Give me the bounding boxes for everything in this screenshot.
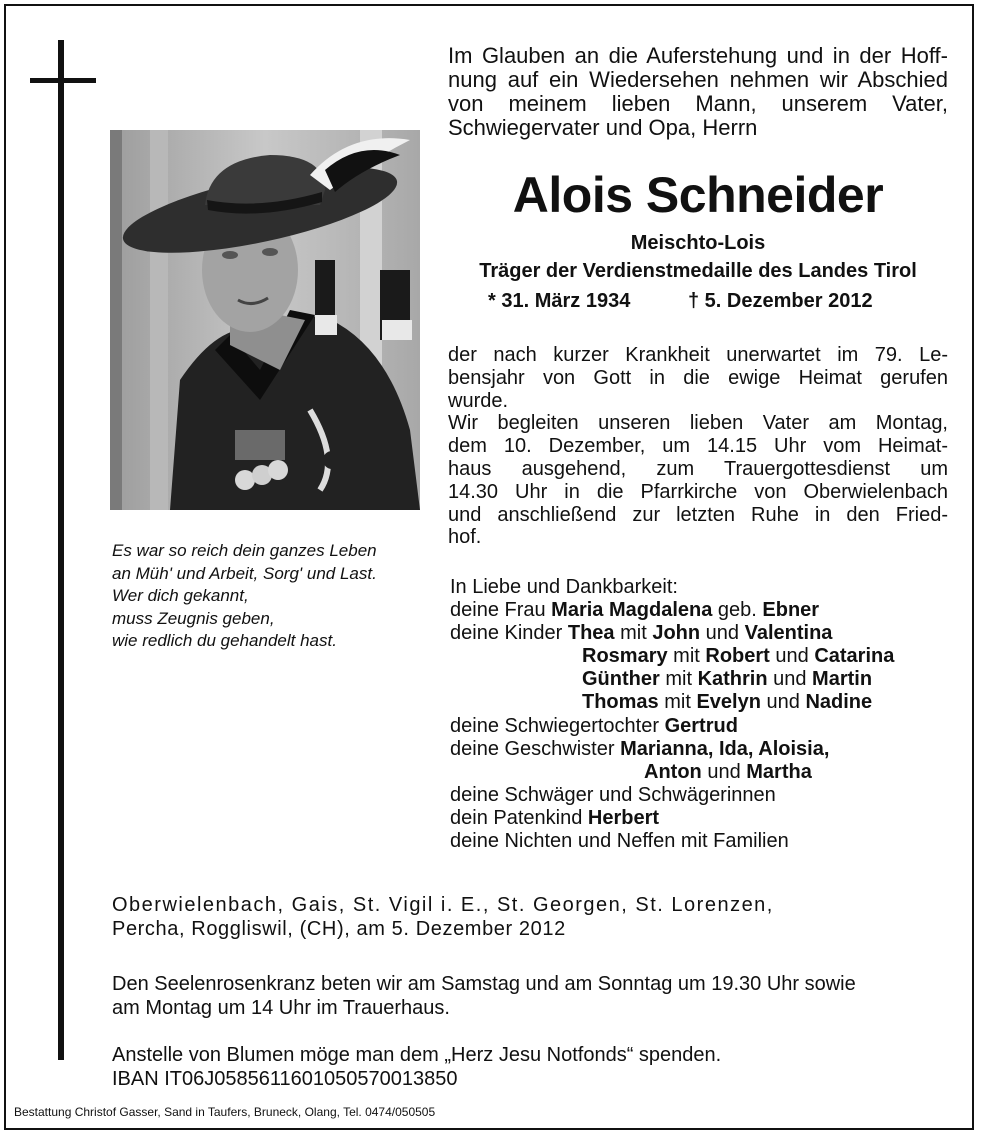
deceased-name: Alois Schneider bbox=[512, 167, 884, 223]
body-line: 14.30 Uhr in die Pfarrkirche von Oberwielenbach bbox=[448, 480, 948, 503]
family-children-row: deine Kinder Thea mit John und Valentina bbox=[450, 622, 833, 645]
cross-icon-horizontal bbox=[30, 78, 96, 83]
poem-line: muss Zeugnis geben, bbox=[112, 608, 275, 628]
family-daughter-in-law: deine Schwiegertochter Gertrud bbox=[450, 714, 738, 737]
intro-line: Im Glauben an die Auferstehung und in der Hoff- bbox=[448, 43, 948, 68]
places-line: Oberwielenbach, Gais, St. Vigil i. E., St. Georgen, St. Lorenzen, bbox=[112, 894, 774, 916]
places-and-date bbox=[112, 893, 912, 941]
body-line: der nach kurzer Krankheit unerwartet im 79. Le- bbox=[448, 344, 948, 366]
body-line: bensjahr von Gott in die ewige Heimat gerufen bbox=[448, 366, 948, 389]
portrait-photo-image bbox=[110, 130, 420, 510]
family-children-row: Günther mit Kathrin und Martin bbox=[582, 668, 873, 691]
iban: IBAN IT06J0585611601050570013850 bbox=[112, 1068, 458, 1090]
family-heading: In Liebe und Dankbarkeit: bbox=[450, 576, 678, 598]
memorial-poem bbox=[112, 540, 432, 653]
body-line: haus ausgehend, zum Trauergottesdienst um bbox=[448, 457, 948, 480]
family-list bbox=[450, 576, 970, 853]
family-siblings: deine Geschwister Marianna, Ida, Aloisia, bbox=[450, 737, 830, 760]
family-children-row: Rosmary mit Robert und Catarina bbox=[582, 645, 895, 668]
family-nieces: deine Nichten und Neffen mit Familien bbox=[450, 830, 789, 853]
family-godchild: dein Patenkind Herbert bbox=[450, 806, 660, 829]
announcement-body bbox=[448, 344, 948, 549]
portrait-photo bbox=[110, 130, 420, 510]
death-date: † 5. Dezember 2012 bbox=[688, 290, 873, 312]
places-line: Percha, Roggliswil, (CH), am 5. Dezember 2012 bbox=[112, 918, 566, 940]
nickname: Meischto-Lois bbox=[630, 232, 766, 254]
poem-line: wie redlich du gehandelt hast. bbox=[112, 631, 337, 650]
intro-line: Schwiegervater und Opa, Herrn bbox=[448, 115, 758, 140]
funeral-home-footer: Bestattung Christof Gasser, Sand in Taufers, Bruneck, Olang, Tel. 0474/050505 bbox=[14, 1105, 436, 1119]
intro-text bbox=[448, 44, 948, 140]
intro-line: nung auf ein Wiedersehen nehmen wir Abschied bbox=[448, 67, 948, 92]
body-line: und anschließend zur letzten Ruhe in den Fried- bbox=[448, 503, 948, 526]
poem-line: Wer dich gekannt, bbox=[112, 586, 249, 605]
rosary-line: Den Seelenrosenkranz beten wir am Samstag und am Sonntag um 19.30 Uhr sowie bbox=[112, 973, 856, 995]
donation-line: Anstelle von Blumen möge man dem „Herz Jesu Notfonds“ spenden. bbox=[112, 1044, 722, 1066]
intro-line: von meinem lieben Mann, unserem Vater, bbox=[448, 91, 948, 116]
donation-note bbox=[112, 1043, 932, 1091]
body-line: wurde. bbox=[448, 389, 509, 412]
rosary-line: am Montag um 14 Uhr im Trauerhaus. bbox=[112, 997, 450, 1019]
body-line: dem 10. Dezember, um 14.15 Uhr vom Heimat- bbox=[448, 435, 948, 458]
honor-title: Träger der Verdienstmedaille des Landes Tirol bbox=[479, 260, 917, 282]
poem-line: an Müh' und Arbeit, Sorg' und Last. bbox=[112, 563, 377, 583]
family-siblings-cont: Anton und Martha bbox=[644, 760, 812, 783]
body-line: Wir begleiten unseren lieben Vater am Montag, bbox=[448, 412, 948, 435]
poem-line: Es war so reich dein ganzes Leben bbox=[112, 541, 377, 560]
family-children-row: Thomas mit Evelyn und Nadine bbox=[582, 691, 873, 714]
rosary-note bbox=[112, 972, 932, 1020]
family-wife: deine Frau Maria Magdalena geb. Ebner bbox=[450, 599, 820, 622]
cross-icon-vertical bbox=[58, 40, 64, 1060]
family-in-laws: deine Schwäger und Schwägerinnen bbox=[450, 783, 776, 806]
birth-date: * 31. März 1934 bbox=[488, 290, 631, 312]
body-line: hof. bbox=[448, 526, 482, 549]
